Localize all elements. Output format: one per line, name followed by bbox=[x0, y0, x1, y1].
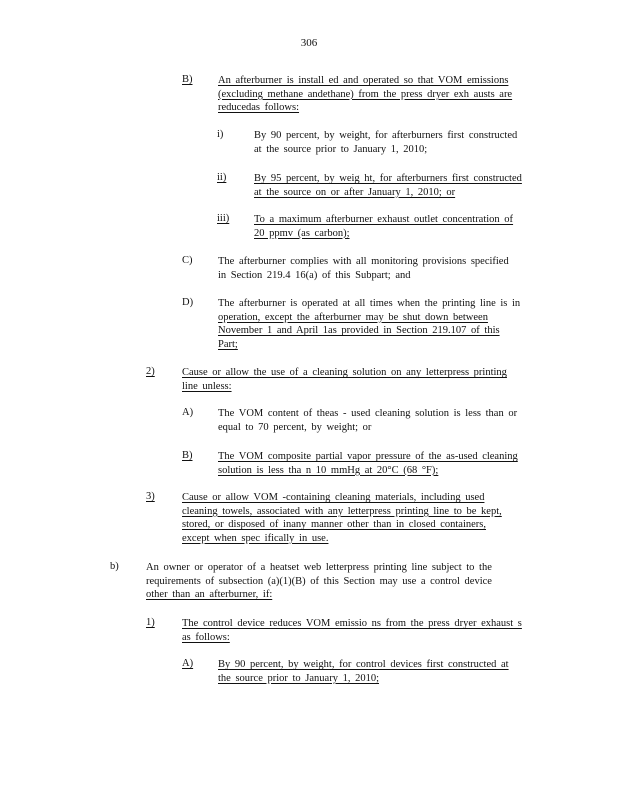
text-line: operation, except the afterburner may be shut down between bbox=[218, 311, 488, 323]
item-text bbox=[254, 129, 534, 156]
text-line: Part; bbox=[218, 338, 238, 350]
text-line: By 90 percent, by weight, for afterburners first constructed bbox=[254, 130, 518, 141]
item-label: iii) bbox=[217, 213, 230, 224]
item-label: 3) bbox=[146, 491, 155, 502]
text-line: By 90 percent, by weight, for control devices first constructed at bbox=[218, 659, 509, 670]
text-line: The VOM content of theas - used cleaning solution is less than or bbox=[218, 408, 518, 419]
text-line: solution is less tha n 10 mmHg at 20°C (68 °F); bbox=[218, 464, 439, 476]
item-text bbox=[218, 297, 540, 351]
text-line: reducedas follows: bbox=[218, 102, 300, 113]
text-line: An owner or operator of a heatset web letterpress printing line subject to the bbox=[146, 562, 492, 573]
item-label: ii) bbox=[217, 172, 227, 183]
text-line: cleaning towels, associated with any letterpress printing line to be kept, bbox=[182, 505, 502, 517]
text-line: The VOM composite partial vapor pressure of the as-used cleaning bbox=[218, 451, 518, 462]
text-line: requirements of subsection (a)(1)(B) of this Section may use a control device bbox=[146, 575, 492, 587]
item-label: b) bbox=[110, 561, 119, 572]
text-line: The control device reduces VOM emissio ns from the press dryer exhaust s bbox=[182, 618, 522, 629]
text-line: other than an afterburner, if: bbox=[146, 589, 273, 600]
item-text bbox=[218, 255, 536, 282]
item-text bbox=[218, 407, 536, 434]
item-text bbox=[146, 561, 516, 602]
item-text bbox=[254, 172, 534, 199]
item-label: B) bbox=[182, 450, 193, 461]
text-line: stored, or disposed of inany manner other than in closed containers, bbox=[182, 519, 487, 530]
item-text bbox=[182, 617, 542, 644]
text-line: at the source prior to January 1, 2010; bbox=[254, 143, 428, 155]
item-label: A) bbox=[182, 658, 194, 669]
text-line: as follows: bbox=[182, 631, 230, 643]
text-line: By 95 percent, by weig ht, for afterburners first constructed bbox=[254, 173, 522, 184]
text-line: 20 ppmv (as carbon); bbox=[254, 227, 350, 239]
text-line: November 1 and April 1as provided in Section 219.107 of this bbox=[218, 325, 500, 336]
text-line: To a maximum afterburner exhaust outlet concentration of bbox=[254, 214, 514, 225]
text-line: An afterburner is install ed and operated so that VOM emissions bbox=[218, 75, 509, 86]
item-label: C) bbox=[182, 255, 193, 266]
item-label: i) bbox=[217, 129, 224, 140]
item-text bbox=[218, 74, 536, 115]
text-line: except when spec ifically in use. bbox=[182, 532, 329, 544]
item-text bbox=[182, 366, 527, 393]
text-line: Cause or allow the use of a cleaning solution on any letterpress printing bbox=[182, 367, 507, 378]
text-line: in Section 219.4 16(a) of this Subpart; and bbox=[218, 269, 411, 281]
item-text bbox=[218, 658, 533, 685]
text-line: line unless: bbox=[182, 380, 232, 392]
item-label: D) bbox=[182, 297, 194, 308]
item-label: B) bbox=[182, 74, 193, 85]
item-label: 1) bbox=[146, 617, 155, 628]
text-line: Cause or allow VOM -containing cleaning materials, including used bbox=[182, 492, 485, 503]
item-label: 2) bbox=[146, 366, 155, 377]
item-text bbox=[254, 213, 534, 240]
text-line: equal to 70 percent, by weight; or bbox=[218, 421, 372, 433]
text-line: The afterburner complies with all monitoring provisions specified bbox=[218, 256, 509, 267]
text-line: at the source on or after January 1, 2010; or bbox=[254, 186, 456, 198]
page-number: 306 bbox=[300, 37, 318, 49]
item-label: A) bbox=[182, 407, 194, 418]
item-text bbox=[182, 491, 527, 545]
text-line: (excluding methane andethane) from the press dryer exh austs are bbox=[218, 88, 513, 100]
item-text bbox=[218, 450, 540, 477]
text-line: The afterburner is operated at all times when the printing line is in bbox=[218, 298, 521, 309]
text-line: the source prior to January 1, 2010; bbox=[218, 672, 380, 684]
